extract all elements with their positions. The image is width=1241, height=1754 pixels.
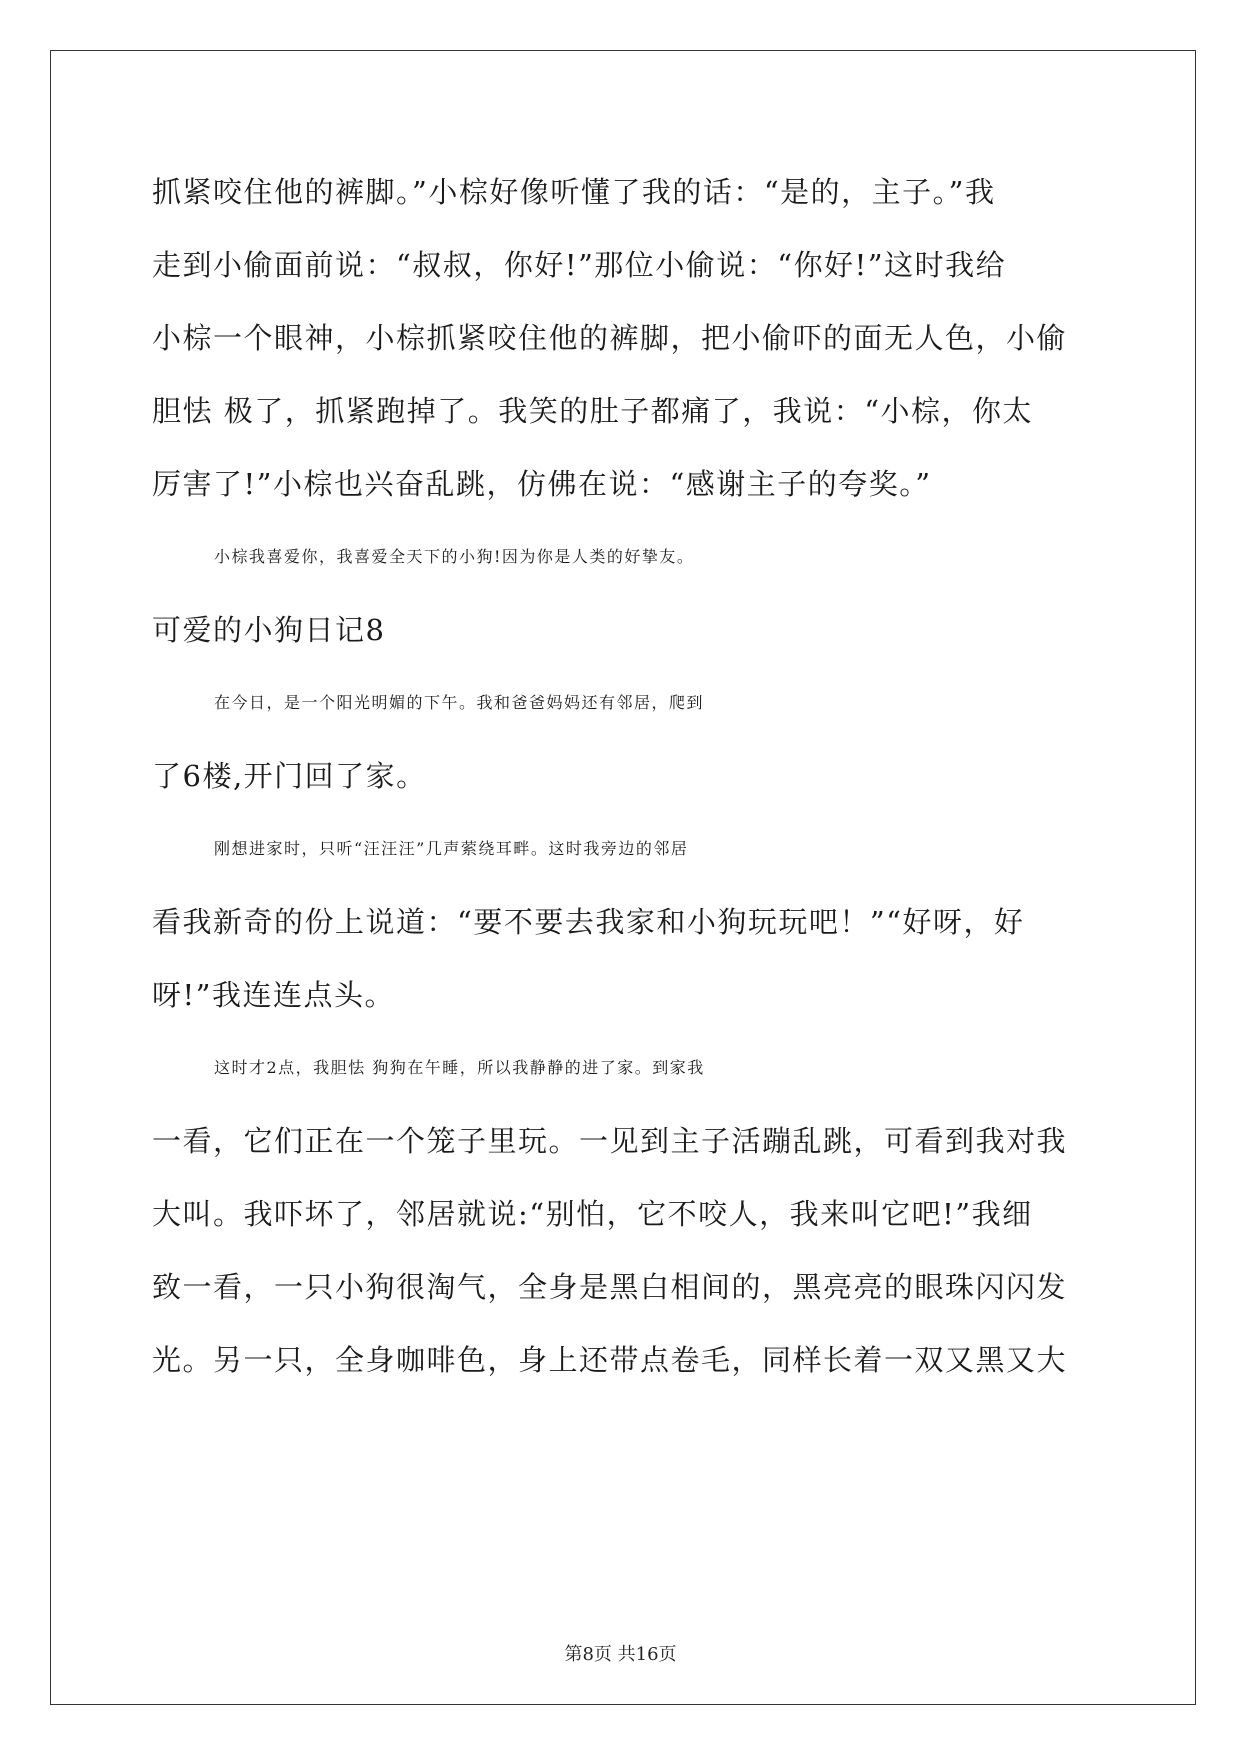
text-line: 一看，它们正在一个笼子里玩。一见到主子活蹦乱跳，可看到我对我 bbox=[152, 1124, 1068, 1158]
text-line: 小棕我喜爱你，我喜爱全天下的小狗!因为你是人类的好挚友。 bbox=[214, 547, 695, 566]
text-line: 致一看，一只小狗很淘气，全身是黑白相间的，黑亮亮的眼珠闪闪发 bbox=[152, 1270, 1068, 1304]
text-line: 刚想进家时，只听“汪汪汪”几声萦绕耳畔。这时我旁边的邻居 bbox=[214, 839, 689, 858]
text-line: 这时才2点，我胆怯 狗狗在午睡，所以我静静的进了家。到家我 bbox=[214, 1058, 705, 1077]
text-line: 光。另一只，全身咖啡色，身上还带点卷毛，同样长着一双又黑又大 bbox=[152, 1343, 1068, 1377]
section-heading: 可爱的小狗日记8 bbox=[152, 613, 386, 647]
page-border bbox=[50, 50, 1196, 1705]
text-line: 胆怯 极了，抓紧跑掉了。我笑的肚子都痛了，我说：“小棕，你太 bbox=[152, 394, 1034, 428]
text-line: 大叫。我吓坏了，邻居就说:“别怕，它不咬人，我来叫它吧!”我细 bbox=[152, 1197, 1033, 1231]
text-line: 了6楼,开门回了家。 bbox=[152, 759, 427, 793]
text-line: 厉害了!”小棕也兴奋乱跳，仿佛在说：“感谢主子的夸奖。” bbox=[152, 467, 932, 501]
text-line: 看我新奇的份上说道：“要不要去我家和小狗玩玩吧！”“好呀，好 bbox=[152, 905, 1025, 939]
text-line: 呀!”我连连点头。 bbox=[152, 978, 395, 1012]
text-line: 抓紧咬住他的裤脚。”小棕好像听懂了我的话：“是的，主子。”我 bbox=[152, 175, 996, 209]
text-line: 走到小偷面前说：“叔叔，你好!”那位小偷说：“你好!”这时我给 bbox=[152, 248, 1007, 282]
text-line: 小棕一个眼神，小棕抓紧咬住他的裤脚，把小偷吓的面无人色，小偷 bbox=[152, 321, 1068, 355]
page-footer: 第8页 共16页 bbox=[564, 1644, 677, 1665]
text-line: 在今日，是一个阳光明媚的下午。我和爸爸妈妈还有邻居，爬到 bbox=[214, 693, 705, 712]
